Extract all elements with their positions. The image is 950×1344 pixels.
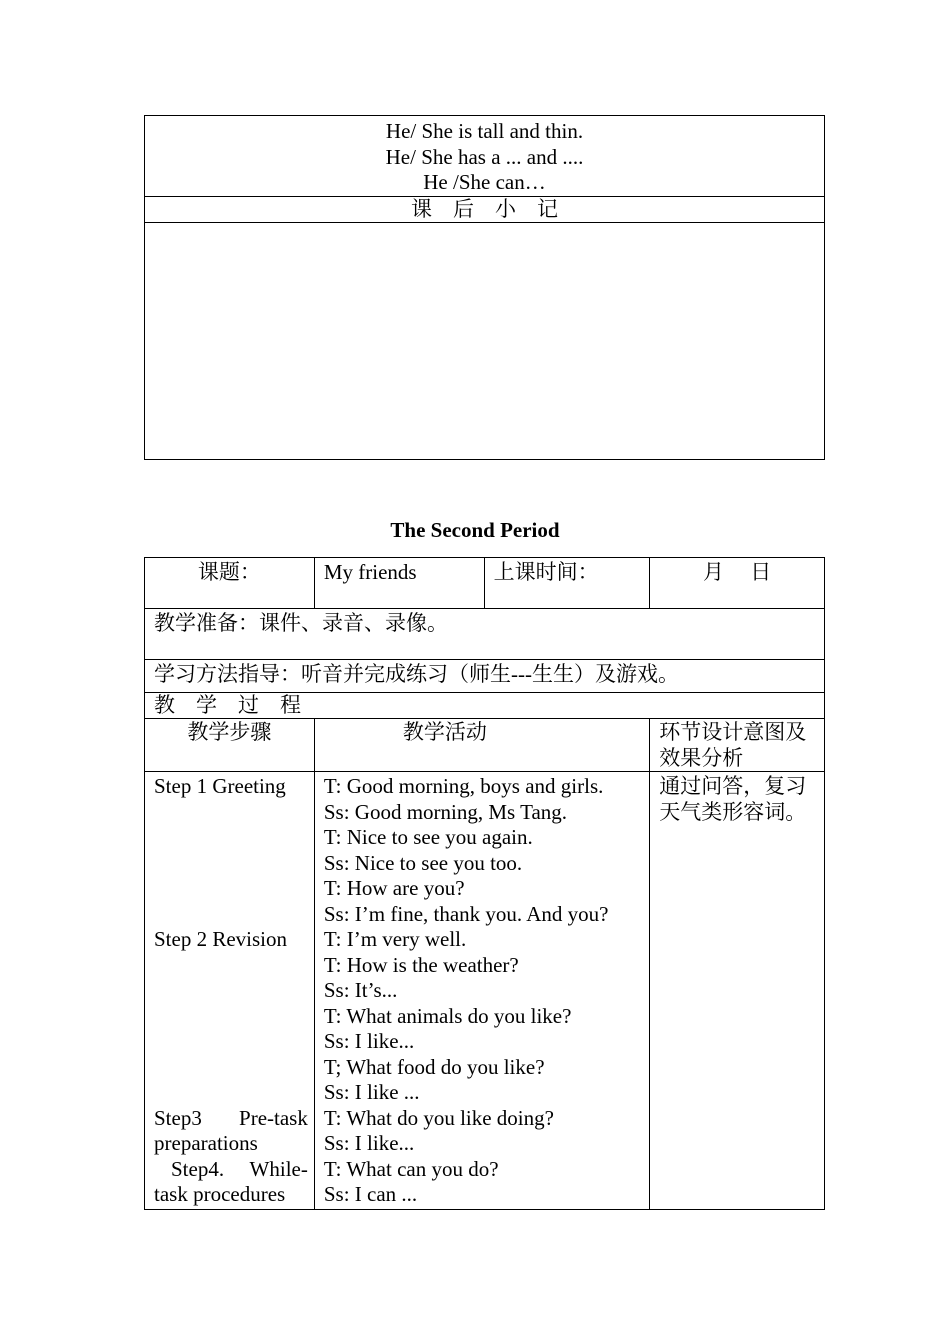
notes-header: 课 后 小 记 xyxy=(145,196,825,222)
dialogue-line: T: Good morning, boys and girls. xyxy=(323,774,604,798)
dialogue-line: Ss: Nice to see you too. xyxy=(323,850,523,875)
dialogue-line: T: What animals do you like? xyxy=(323,1003,572,1028)
dialogue-line: Ss: I’m fine, thank you. And you? xyxy=(323,901,609,926)
col-activities-label: 教学活动 xyxy=(402,720,487,744)
step-4-line1: Step4. While- xyxy=(171,1156,308,1181)
col-design-header: 环节设计意图及效果分析 xyxy=(650,719,825,772)
dialogue-line: Ss: I can ... xyxy=(323,1182,418,1206)
dialogue-line: T: How are you? xyxy=(323,876,465,900)
dialogue-line: Ss: I like ... xyxy=(323,1080,420,1104)
col-activities-header xyxy=(314,719,649,772)
notes-area xyxy=(145,222,825,459)
step-3-line2: preparations xyxy=(154,1131,258,1155)
process-header: 教 学 过 程 xyxy=(145,693,825,719)
time-label: 上课时间： xyxy=(484,558,650,609)
lesson-table xyxy=(144,557,825,1210)
pattern-line: He/ She is tall and thin. xyxy=(385,119,584,143)
dialogue-line: T: What can you do? xyxy=(323,1156,499,1181)
topic-value: My friends xyxy=(314,558,484,609)
steps-cell xyxy=(145,772,315,1210)
sentence-patterns-cell xyxy=(145,116,825,197)
time-value: 月 日 xyxy=(650,558,825,609)
preparation: 教学准备：课件、录音、录像。 xyxy=(145,609,825,660)
dialogue-line: Ss: I like... xyxy=(323,1029,415,1053)
dialogue-line: T: Nice to see you again. xyxy=(323,825,533,849)
design-note-cell: 通过问答，复习天气类形容词。 xyxy=(650,772,825,1210)
top-table xyxy=(144,115,825,460)
dialogue-line: Ss: It’s... xyxy=(323,978,398,1002)
step-1: Step 1 Greeting xyxy=(154,774,286,798)
col-steps-header: 教学步骤 xyxy=(145,719,315,772)
dialogue-line: T: How is the weather? xyxy=(323,952,519,977)
activities-cell xyxy=(314,772,649,1210)
step-3-line1: Step3 Pre-task xyxy=(154,1105,308,1130)
dialogue-line: T: I’m very well. xyxy=(323,927,467,951)
dialogue-line: Ss: Good morning, Ms Tang. xyxy=(323,799,568,824)
topic-label: 课题： xyxy=(145,558,315,609)
dialogue-line: T: What do you like doing? xyxy=(323,1105,554,1130)
pattern-line: He/ She has a ... and .... xyxy=(385,144,584,169)
section-title: The Second Period xyxy=(390,518,560,542)
method: 学习方法指导：听音并完成练习（师生---生生）及游戏。 xyxy=(145,660,825,693)
dialogue-line: Ss: I like... xyxy=(323,1131,415,1155)
step-2: Step 2 Revision xyxy=(154,927,288,951)
pattern-line: He /She can… xyxy=(423,170,546,194)
step-4-line2: task procedures xyxy=(154,1182,286,1206)
dialogue-line: T; What food do you like? xyxy=(323,1054,545,1079)
